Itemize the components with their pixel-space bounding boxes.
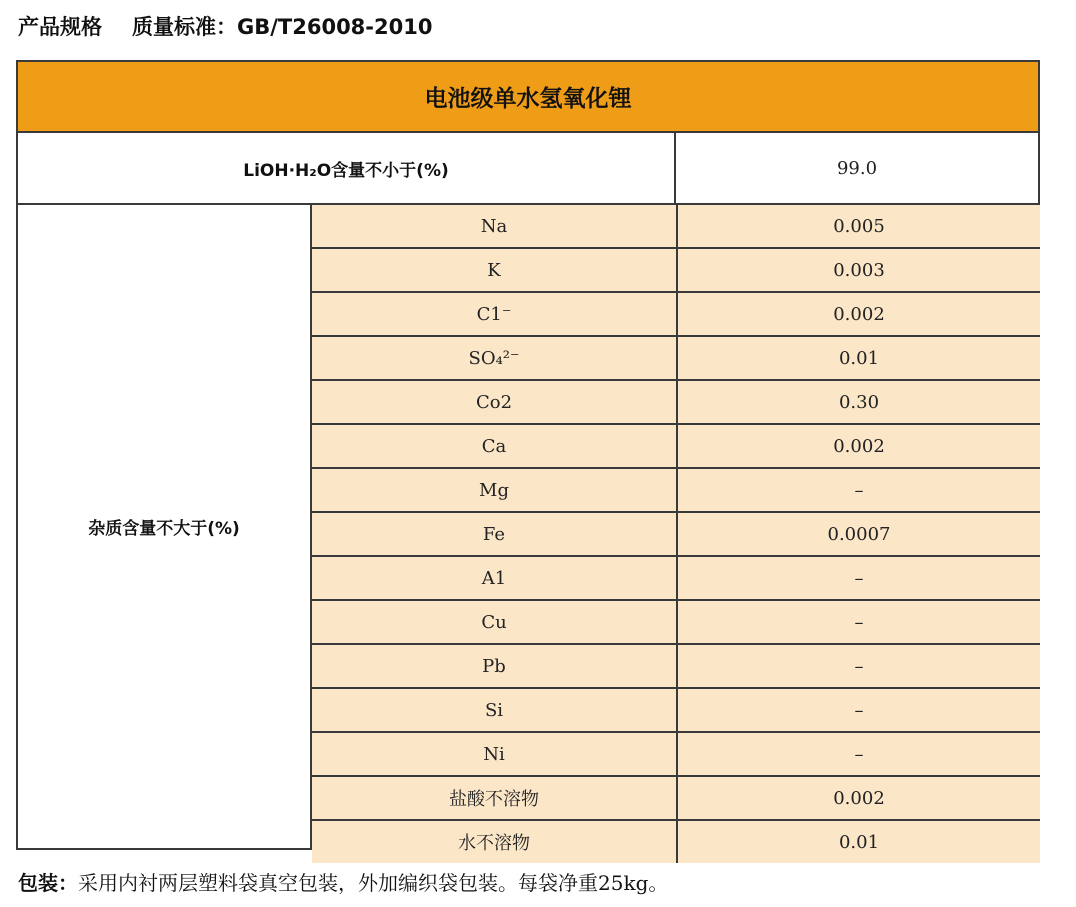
impurity-element: 盐酸不溶物 xyxy=(312,776,677,820)
impurity-value: 0.30 xyxy=(677,380,1040,424)
table-row xyxy=(312,556,1040,600)
impurity-value: 0.002 xyxy=(677,292,1040,336)
impurity-value: 0.003 xyxy=(677,248,1040,292)
impurity-element: Ni xyxy=(312,732,677,776)
table-row xyxy=(312,732,1040,776)
table-row xyxy=(312,468,1040,512)
impurity-element: Cu xyxy=(312,600,677,644)
impurity-value: 0.01 xyxy=(838,831,880,853)
impurity-element: Na xyxy=(312,205,677,248)
impurity-value: 0.002 xyxy=(677,424,1040,468)
table-row xyxy=(312,512,1040,556)
spec-table xyxy=(16,60,1040,854)
impurity-value: 0.0007 xyxy=(677,512,1040,556)
packaging-label: 包装： xyxy=(18,871,78,895)
table-title: 电池级单水氢氧化锂 xyxy=(18,62,1038,133)
impurity-value: – xyxy=(677,556,1040,600)
impurity-element: Mg xyxy=(312,468,677,512)
table-row xyxy=(312,380,1040,424)
table-row xyxy=(312,292,1040,336)
impurity-element: Co2 xyxy=(312,380,677,424)
impurity-element: C1⁻ xyxy=(312,292,677,336)
impurity-value: – xyxy=(677,688,1040,732)
main-content-value: 99.0 xyxy=(836,157,878,179)
table-row xyxy=(312,688,1040,732)
impurity-value: 0.002 xyxy=(677,776,1040,820)
table-row xyxy=(312,424,1040,468)
impurity-value: 0.01 xyxy=(677,336,1040,380)
impurity-value: – xyxy=(677,644,1040,688)
spec-label: 产品规格 xyxy=(18,15,102,39)
impurity-element: K xyxy=(312,248,677,292)
table-row xyxy=(312,776,1040,820)
main-content-label: LiOH·H₂O含量不小于(%) xyxy=(18,133,676,203)
impurity-value: 0.005 xyxy=(677,205,1040,248)
table-row xyxy=(312,336,1040,380)
impurity-value: – xyxy=(677,600,1040,644)
page-header xyxy=(18,10,432,44)
impurity-label: 杂质含量不大于(%) xyxy=(18,205,312,848)
table-row xyxy=(312,205,1040,248)
impurity-element: Pb xyxy=(312,644,677,688)
table-row xyxy=(312,644,1040,688)
packaging-text: 采用内衬两层塑料袋真空包装，外加编织袋包装。每袋净重25kg。 xyxy=(78,871,669,895)
impurity-element: Fe xyxy=(312,512,677,556)
impurity-value: – xyxy=(677,732,1040,776)
table-row xyxy=(312,600,1040,644)
impurity-element: Ca xyxy=(312,424,677,468)
table-row xyxy=(312,248,1040,292)
standard-label: 质量标准：GB/T26008-2010 xyxy=(132,15,433,39)
impurity-element: 水不溶物 xyxy=(312,820,677,863)
table-row xyxy=(312,820,1040,863)
packaging-note xyxy=(18,866,668,900)
impurity-element: A1 xyxy=(312,556,677,600)
main-content-row xyxy=(18,133,1038,205)
impurity-element: SO₄²⁻ xyxy=(312,336,677,380)
impurity-value: – xyxy=(677,468,1040,512)
impurity-element: Si xyxy=(312,688,677,732)
impurity-table xyxy=(312,205,1040,863)
